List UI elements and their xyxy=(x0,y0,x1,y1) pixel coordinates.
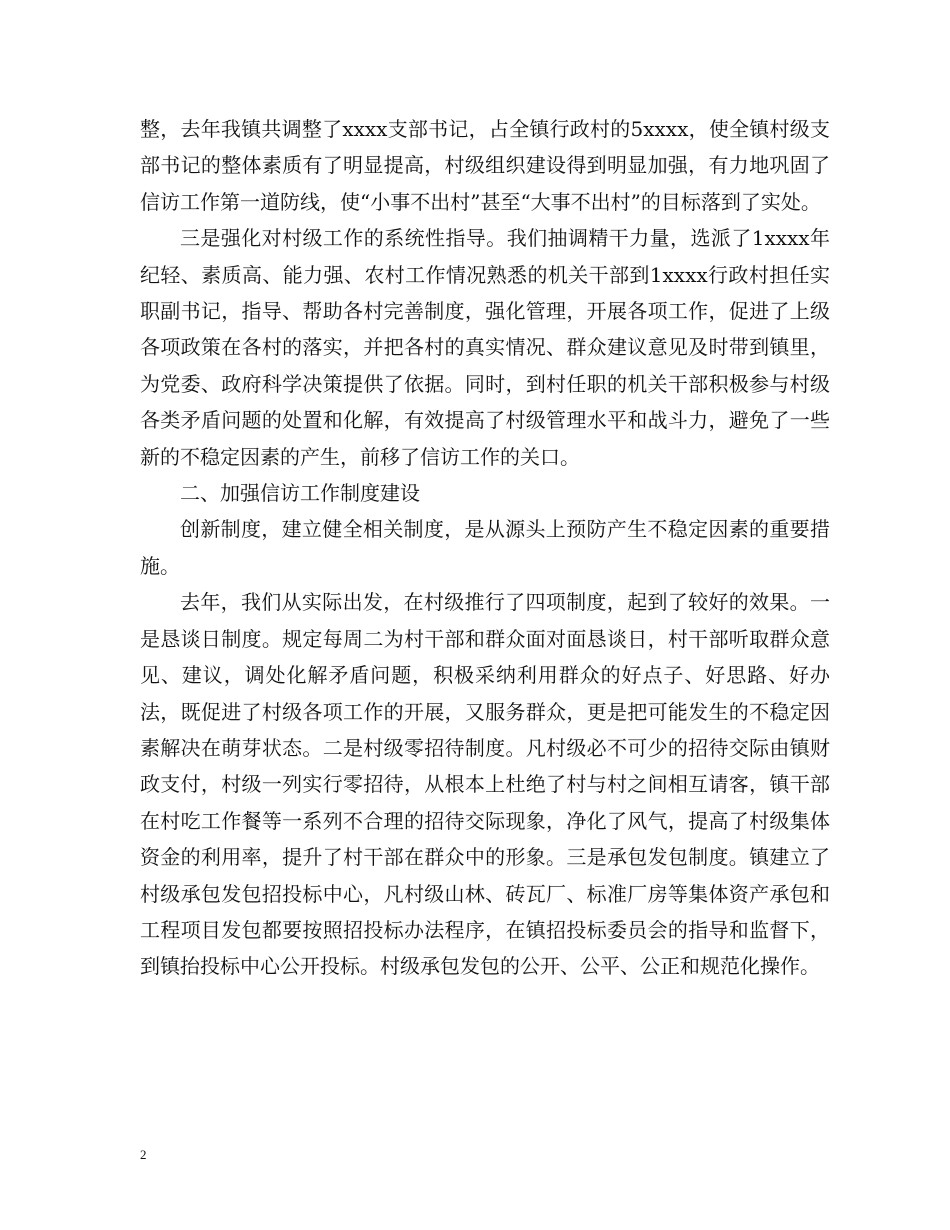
paragraph: 三是强化对村级工作的系统性指导。我们抽调精干力量，选派了1xxxx年纪轻、素质高、能力强、农村工作情况熟悉的机关干部到1xxxx行政村担任实职副书记，指导、帮助各村完善制度，强化管理，开展各项工作，促进了上级各项政策在各村的落实，并把各村的真实情况、群众建议意见及时带到镇里，为党委、政府科学决策提供了依据。同时，到村任职的机关干部积极参与村级各类矛盾问题的处置和化解，有效提高了村级管理水平和战斗力，避免了一些新的不稳定因素的产生，前移了信访工作的关口。 xyxy=(140,226,830,469)
paragraph: 创新制度，建立健全相关制度，是从源头上预防产生不稳定因素的重要措施。 xyxy=(140,517,830,578)
page-number: 2 xyxy=(140,1147,147,1162)
document-body xyxy=(140,111,830,985)
paragraph: 整，去年我镇共调整了xxxx支部书记，占全镇行政村的5xxxx，使全镇村级支部书记的整体素质有了明显提高，村级组织建设得到明显加强，有力地巩固了信访工作第一道防线，使“小事不出村”甚至“大事不出村”的目标落到了实处。 xyxy=(140,117,830,214)
section-heading: 二、加强信访工作制度建设 xyxy=(180,481,420,506)
paragraph: 去年，我们从实际出发，在村级推行了四项制度，起到了较好的效果。一是恳谈日制度。规定每周二为村干部和群众面对面恳谈日，村干部听取群众意见、建议，调处化解矛盾问题，积极采纳利用群众的好点子、好思路、好办法，既促进了村级各项工作的开展，又服务群众，更是把可能发生的不稳定因素解决在萌芽状态。二是村级零招待制度。凡村级必不可少的招待交际由镇财政支付，村级一列实行零招待，从根本上杜绝了村与村之间相互请客，镇干部在村吃工作餐等一系列不合理的招待交际现象，净化了风气，提高了村级集体资金的利用率，提升了村干部在群众中的形象。三是承包发包制度。镇建立了村级承包发包招投标中心，凡村级山林、砖瓦厂、标准厂房等集体资产承包和工程项目发包都要按照招投标办法程序，在镇招投标委员会的指导和监督下，到镇抬投标中心公开投标。村级承包发包的公开、公平、公正和规范化操作。 xyxy=(140,590,830,979)
